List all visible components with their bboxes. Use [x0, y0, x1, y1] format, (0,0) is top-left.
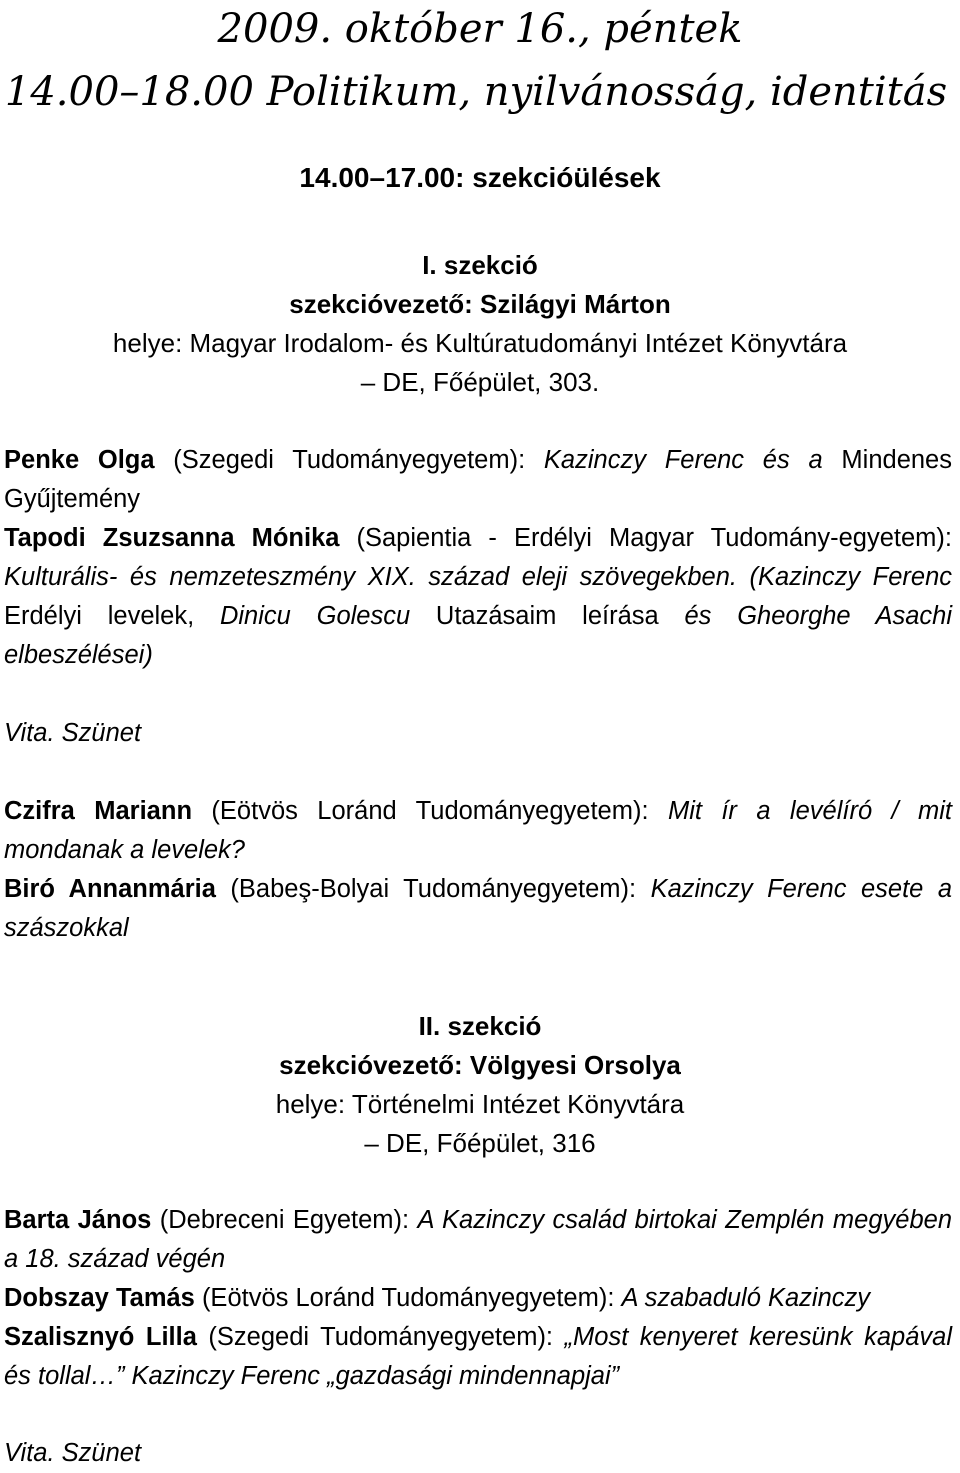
- speaker-name: Penke Olga: [4, 446, 155, 474]
- speaker-name: Szalisznyó Lilla: [4, 1323, 197, 1351]
- speaker-name: Dobszay Tamás: [4, 1284, 195, 1312]
- talk-entry: Szalisznyó Lilla (Szegedi Tudományegyetem): „Most kenyeret keresünk kapával és tollal…” Kazinczy Ferenc „gazdasági mindennapjai”: [4, 1323, 952, 1390]
- section1-talks: [4, 441, 952, 675]
- block-title: 14.00–18.00 Politikum, nyilvánosság, identitás: [4, 69, 948, 115]
- speaker-name: Czifra Mariann: [4, 797, 193, 825]
- section1-chair: szekcióvezető: Szilágyi Márton: [289, 289, 671, 319]
- section1-break: Vita. Szünet: [4, 719, 142, 747]
- speaker-name: Barta János: [4, 1206, 152, 1234]
- talk-entry: Penke Olga (Szegedi Tudományegyetem): Kazinczy Ferenc és a Mindenes Gyűjtemény: [4, 446, 952, 513]
- speaker-name: Biró Annanmária: [4, 875, 216, 903]
- section1-place: helye: Magyar Irodalom- és Kultúratudományi Intézet Könyvtára: [112, 328, 848, 358]
- section2-talks: [4, 1201, 952, 1396]
- section2-name: II. szekció: [418, 1011, 542, 1041]
- speaker-name: Tapodi Zsuzsanna Mónika: [4, 524, 340, 552]
- sessions-time: 14.00–17.00: szekcióülések: [299, 162, 661, 193]
- section1-talks-after-break: [4, 792, 952, 948]
- section2-chair: szekcióvezető: Völgyesi Orsolya: [279, 1050, 681, 1080]
- talk-entry: Barta János (Debreceni Egyetem): A Kazinczy család birtokai Zemplén megyében a 18. század végén: [4, 1206, 952, 1273]
- section1-room: – DE, Főépület, 303.: [360, 367, 600, 397]
- talk-entry: Biró Annanmária (Babeş-Bolyai Tudományegyetem): Kazinczy Ferenc esete a szászokkal: [4, 875, 953, 942]
- talk-entry: Tapodi Zsuzsanna Mónika (Sapientia - Erdélyi Magyar Tudomány-egyetem): Kulturális- és nemzeteszmény XIX. század eleji szövegekben. (Kazinczy Ferenc Erdélyi levelek, Dinicu Golescu Utazásaim leírása és Gheorghe Asachi elbeszélései): [4, 524, 952, 669]
- talk-entry: Dobszay Tamás (Eötvös Loránd Tudományegyetem): A szabaduló Kazinczy: [4, 1284, 871, 1312]
- talk-entry: Czifra Mariann (Eötvös Loránd Tudományegyetem): Mit ír a levélíró / mit mondanak a levelek?: [4, 797, 953, 864]
- section2-place: helye: Történelmi Intézet Könyvtára: [275, 1089, 685, 1119]
- section1-name: I. szekció: [422, 250, 538, 280]
- section2-break: Vita. Szünet: [4, 1439, 142, 1467]
- day-heading: 2009. október 16., péntek: [217, 6, 743, 52]
- section2-room: – DE, Főépület, 316: [364, 1128, 596, 1158]
